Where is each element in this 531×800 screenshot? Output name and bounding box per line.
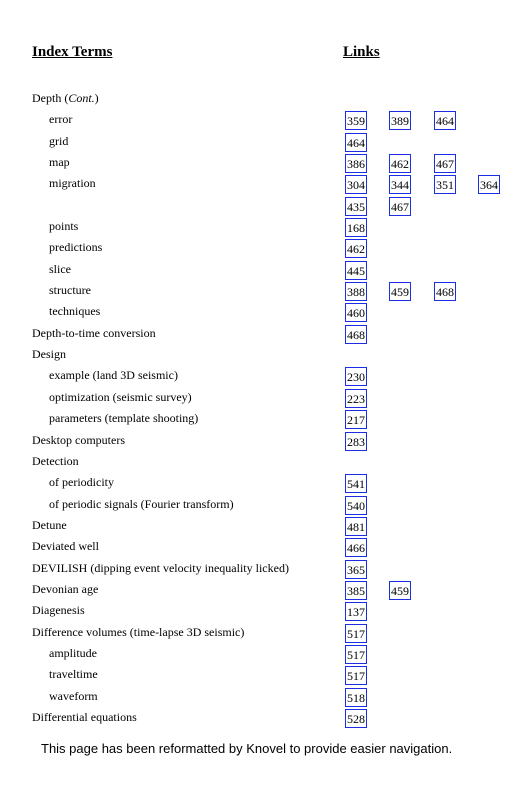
index-subterm: points [49, 219, 79, 234]
index-entry [0, 388, 531, 409]
index-entry [0, 431, 531, 452]
index-entry [0, 687, 531, 708]
page-link[interactable]: 388 [345, 282, 367, 301]
page-link[interactable]: 540 [345, 496, 367, 515]
index-entry [0, 89, 531, 110]
page-link[interactable]: 445 [345, 261, 367, 280]
index-term: Depth-to-time conversion [32, 325, 156, 340]
page-link[interactable]: 468 [434, 282, 456, 301]
page-link[interactable]: 481 [345, 517, 367, 536]
page-link[interactable]: 464 [434, 111, 456, 130]
page-link[interactable]: 517 [345, 666, 367, 685]
index-term: Depth (Cont.) [32, 91, 99, 105]
index-subterm: predictions [49, 240, 103, 255]
index-entry [0, 580, 531, 601]
page-link[interactable]: 459 [389, 282, 411, 301]
index-subterm: error [49, 112, 73, 127]
index-subterm: waveform [49, 688, 98, 703]
page-link[interactable]: 283 [345, 432, 367, 451]
page-link[interactable]: 435 [345, 197, 367, 216]
index-entry [0, 495, 531, 516]
index-term: Deviated well [32, 539, 99, 554]
index-entry [0, 559, 531, 580]
index-entry [0, 324, 531, 345]
index-subterm: slice [49, 261, 71, 276]
index-subterm: map [49, 155, 70, 170]
index-entry [0, 110, 531, 131]
index-entry [0, 366, 531, 387]
index-subterm: parameters (template shooting) [49, 411, 199, 426]
index-subterm: amplitude [49, 645, 97, 660]
index-subterm: of periodicity [49, 475, 114, 490]
page-link[interactable]: 517 [345, 624, 367, 643]
index-entry [0, 537, 531, 558]
index-subterm: grid [49, 133, 69, 148]
index-subterm: techniques [49, 304, 101, 319]
index-entry [0, 665, 531, 686]
page-link[interactable]: 467 [389, 197, 411, 216]
index-subterm: traveltime [49, 667, 98, 682]
index-term: Detection [32, 453, 79, 468]
page-link[interactable]: 459 [389, 581, 411, 600]
page-link[interactable]: 386 [345, 154, 367, 173]
index-entry [0, 196, 531, 217]
index-term: Devonian age [32, 581, 99, 596]
index-entry [0, 644, 531, 665]
index-term: Detune [32, 517, 67, 532]
page-link[interactable]: 364 [478, 175, 500, 194]
index-entry [0, 132, 531, 153]
index-term: Desktop computers [32, 432, 125, 447]
page-link[interactable]: 389 [389, 111, 411, 130]
page-link[interactable]: 468 [345, 325, 367, 344]
page-link[interactable]: 462 [389, 154, 411, 173]
index-term: Diagenesis [32, 603, 85, 618]
index-entry [0, 174, 531, 195]
index-term: Design [32, 347, 66, 362]
page-link[interactable]: 466 [345, 538, 367, 557]
index-subterm: example (land 3D seismic) [49, 368, 178, 383]
index-subterm: migration [49, 176, 96, 191]
page-link[interactable]: 304 [345, 175, 367, 194]
index-entry [0, 217, 531, 238]
page-link[interactable]: 517 [345, 645, 367, 664]
page-link[interactable]: 344 [389, 175, 411, 194]
index-terms-heading: Index Terms [32, 44, 113, 60]
page-link[interactable]: 464 [345, 133, 367, 152]
index-entry [0, 260, 531, 281]
page-link[interactable]: 528 [345, 709, 367, 728]
index-entry [0, 708, 531, 729]
page-link[interactable]: 223 [345, 389, 367, 408]
page-link[interactable]: 467 [434, 154, 456, 173]
index-entry [0, 516, 531, 537]
page-link[interactable]: 217 [345, 410, 367, 429]
page-link[interactable]: 462 [345, 239, 367, 258]
index-term: Difference volumes (time-lapse 3D seismic) [32, 624, 245, 639]
page-link[interactable]: 541 [345, 474, 367, 493]
index-subterm: of periodic signals (Fourier transform) [49, 496, 234, 511]
page-link[interactable]: 460 [345, 303, 367, 322]
index-entry [0, 452, 531, 473]
index-entry [0, 238, 531, 259]
page-link[interactable]: 230 [345, 367, 367, 386]
index-term: DEVILISH (dipping event velocity inequality licked) [32, 560, 289, 575]
index-entry [0, 345, 531, 366]
page-link[interactable]: 385 [345, 581, 367, 600]
index-entry-list [0, 89, 531, 729]
index-entry [0, 623, 531, 644]
links-heading: Links [343, 44, 380, 60]
index-entry [0, 281, 531, 302]
index-entry [0, 302, 531, 323]
page-link[interactable]: 365 [345, 560, 367, 579]
page-link[interactable]: 359 [345, 111, 367, 130]
page-link[interactable]: 351 [434, 175, 456, 194]
index-term: Differential equations [32, 709, 137, 724]
page-link[interactable]: 518 [345, 688, 367, 707]
page-link[interactable]: 137 [345, 602, 367, 621]
index-entry [0, 409, 531, 430]
index-entry [0, 473, 531, 494]
index-subterm: structure [49, 283, 91, 298]
index-subterm: optimization (seismic survey) [49, 389, 192, 404]
index-entry [0, 153, 531, 174]
page-link[interactable]: 168 [345, 218, 367, 237]
index-entry [0, 601, 531, 622]
knovel-footer-note: This page has been reformatted by Knovel to provide easier navigation. [41, 741, 453, 756]
